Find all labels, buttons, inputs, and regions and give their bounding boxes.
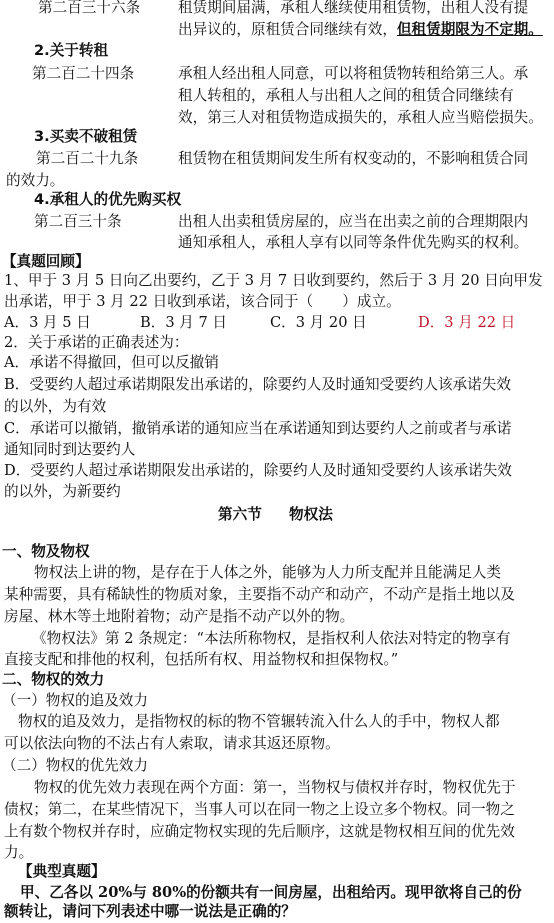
option-text: D．受要约人超过承诺期限发出承诺的，除要约人及时通知受要约人该承诺失效 [4, 462, 512, 479]
question-text: 额转让，请问下列表述中哪一说法是正确的？ [4, 903, 296, 920]
option-c: C．3 月 20 日 [270, 314, 367, 331]
article-text: 租赁期间届满，承租人继续使用租赁物，出租人没有提 [178, 0, 529, 16]
question-text-main: 甲、乙各以 20%与 80%的份额共有一间房屋，出租给丙。现甲 [20, 884, 435, 901]
option-a: A．3 月 5 日 [4, 314, 91, 331]
paragraph-text: 物权的优先效力表现在两个方面：第一，当物权与债权并存时，物权优先于 [34, 779, 516, 796]
q2-option-c-1 [0, 418, 554, 440]
article-text: 承租人经出租人同意，可以将租赁物转租给第三人。承 [178, 65, 529, 82]
sublet-heading-line [0, 40, 554, 62]
article-label: 第二百二十四条 [32, 65, 135, 82]
article-label: 第二百二十九条 [36, 150, 139, 167]
article-text-plain: 出异议的，原租赁合同继续有效， [178, 21, 397, 38]
part2-s2-line-3 [0, 821, 554, 843]
part2-sub1-line [0, 690, 554, 712]
paragraph-text: 直接支配和排他的权利，包括所有权、用益物权和担保物权。” [4, 651, 399, 668]
question-text: 2．关于承诺的正确表述为： [4, 334, 189, 351]
section-heading: 2.关于转租 [34, 42, 109, 59]
article-236-line-1 [0, 0, 554, 19]
paragraph-text: 某种需要，具有稀缺性的物质对象，主要指不动产和动产，不动产是指土地以及 [4, 586, 515, 603]
part1-p1-line-1 [0, 562, 554, 584]
paragraph-text: 力。 [4, 844, 34, 861]
part1-p2-line-1 [0, 628, 554, 650]
q2-option-b-1 [0, 374, 554, 396]
part1-p2-line-2 [0, 649, 554, 671]
part2-s1-line-1 [0, 711, 554, 733]
section-title: 物权法 [289, 506, 333, 523]
q2-option-b-2 [0, 396, 554, 418]
subsection-heading: （二）物权的优先效力 [2, 757, 148, 774]
option-d-answer: D．3 月 22 日 [418, 314, 516, 331]
paragraph-text: 物权的追及效力，是指物权的标的物不管辗转流入什么人的手中，物权人都 [18, 713, 500, 730]
typical-line-2 [0, 901, 554, 923]
typical-heading: 【典型真题】 [18, 863, 106, 880]
q1-options [0, 312, 554, 334]
q2-option-d-1 [0, 460, 554, 482]
q2-option-d-2 [0, 481, 554, 503]
part2-heading-line [0, 669, 554, 691]
option-text: 的以外，为新要约 [4, 483, 121, 500]
section-heading: 3.买卖不破租赁 [34, 128, 138, 145]
option-text: 通知同时到达要约人 [4, 441, 136, 458]
sale-heading-line [0, 126, 554, 148]
paragraph-text: 房屋、林木等土地附着物；动产是指不动产以外的物。 [4, 608, 355, 625]
article-label: 第二百三十六条 [38, 0, 141, 16]
sale-line-1 [0, 148, 554, 170]
article-236-line-2 [0, 19, 554, 41]
typical-heading-line [0, 861, 554, 883]
article-label: 第二百三十条 [34, 213, 122, 230]
article-text: 租赁物在租赁期间发生所有权变动的，不影响租赁合同 [178, 150, 529, 167]
paragraph-text: 上有数个物权并存时，应确定物权实现的先后顺序，这就是物权相互间的优先效 [4, 823, 515, 840]
paragraph-text: 物权法上讲的物，是存在于人体之外，能够为人力所支配并且能满足人类 [34, 564, 502, 581]
article-text: 出租人出卖租赁房屋的，应当在出卖之前的合理期限内 [178, 213, 529, 230]
option-text: 的以外，为有效 [4, 398, 107, 415]
option-text: B．受要约人超过承诺期限发出承诺的，除要约人及时通知受要约人该承诺失效 [4, 376, 511, 393]
paragraph-text: 《物权法》第 2 条规定：“本法所称物权，是指权利人依法对特定的物享有 [32, 630, 511, 647]
q2-option-c-2 [0, 439, 554, 461]
article-text: 效，第三人对租赁物造成损失的，承租人应当赔偿损失。 [178, 109, 543, 126]
sublet-line-1 [0, 63, 554, 85]
paragraph-text: 可以依法向物的不法占有人索取，请求其返还原物。 [4, 735, 340, 752]
article-text: 租人转租的，承租人与出租人之间的租赁合同继续有 [178, 87, 514, 104]
q1-line-2 [0, 291, 554, 313]
sublet-line-2 [0, 85, 554, 107]
part1-heading-line [0, 541, 554, 563]
part2-s2-line-1 [0, 777, 554, 799]
paragraph-text: 债权；第二，在某些情况下，当事人可以在同一物之上设立多个物权。同一物之 [4, 801, 515, 818]
question-text: 出承诺，甲于 3 月 22 日收到承诺，该合同于（ ）成立。 [4, 293, 401, 310]
section-number: 第六节 [218, 506, 262, 523]
review-heading: 【真题回顾】 [2, 253, 90, 270]
preempt-line-1 [0, 211, 554, 233]
part2-s1-line-2 [0, 733, 554, 755]
option-text: A．承诺不得撤回，但可以反撤销 [4, 354, 219, 371]
article-text [178, 19, 543, 41]
section-heading: 4.承租人的优先购买权 [34, 191, 182, 208]
preempt-heading-line [0, 189, 554, 211]
part-heading: 二、物权的效力 [2, 671, 105, 688]
option-b: B．3 月 7 日 [140, 314, 227, 331]
article-text: 的效力。 [6, 172, 65, 189]
part1-p1-line-2 [0, 584, 554, 606]
option-text: C．承诺可以撤销，撤销承诺的通知应当在承诺通知到达要约人之前或者与承诺 [4, 420, 512, 437]
part1-p1-line-3 [0, 606, 554, 628]
part2-sub2-line [0, 755, 554, 777]
part2-s2-line-2 [0, 799, 554, 821]
q1-line-1 [0, 270, 554, 292]
q2-stem-line [0, 332, 554, 354]
section-title-line [0, 504, 554, 526]
part-heading: 一、物及物权 [2, 543, 90, 560]
q2-option-a [0, 352, 554, 374]
article-text: 通知承租人，承租人享有以同等条件优先购买的权利。 [178, 234, 529, 251]
question-text-overlap: 欲将自己的份 [434, 884, 522, 901]
subsection-heading: （一）物权的追及效力 [2, 692, 148, 709]
article-text-emphasis: 但租赁期限为不定期。 [396, 21, 543, 38]
question-text: 1、甲于 3 月 5 日向乙出要约，乙于 3 月 7 日收到要约，然后于 3 月 20 日向甲发 [4, 272, 543, 289]
